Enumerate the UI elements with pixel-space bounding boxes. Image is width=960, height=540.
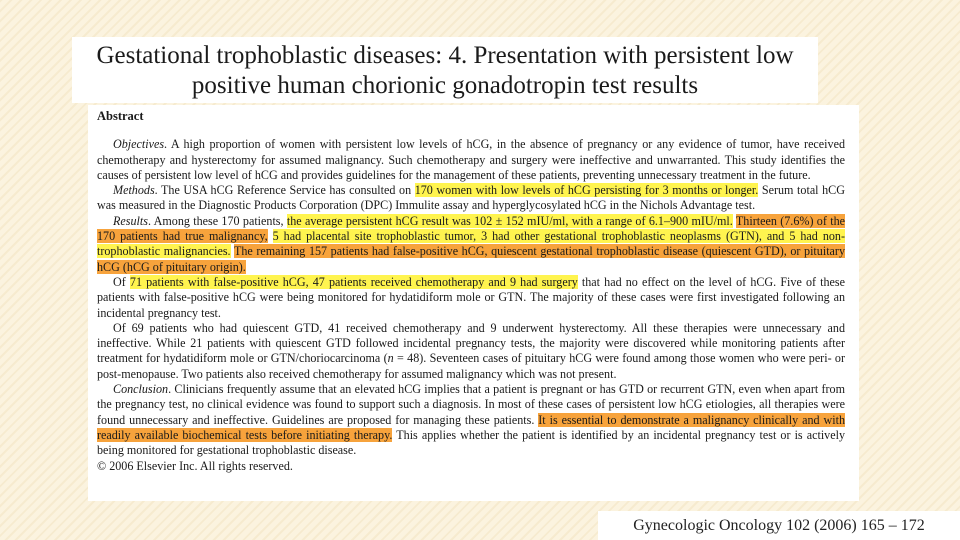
quiescent-text-pre: Of 69 patients who had quiescent GTD, 41 received chemotherapy and 9 underwent hysterectomy. All these therapies were unnecessary and ineffective. While 21 patients with quiescent GTD followed incidental pregnancy tests, the majority were discovered while monitoring patients after treatment for hydatidiform mole or GTN/choriocarcinoma ( — [97, 320, 845, 366]
quiescent-paragraph — [97, 321, 845, 382]
abstract-heading: Abstract — [97, 109, 144, 123]
results-highlight-breakdown: 5 had placental site trophoblastic tumor, 3 had other gestational trophoblastic neoplasms (GTN), and 5 had non-trophoblastic malignancies. — [97, 229, 845, 259]
results-highlight-false-positive: The remaining 157 patients had false-positive hCG, quiescent gestational trophoblastic disease (quiescent GTD), or pituitary hCG (hCG of pituitary origin). — [97, 244, 845, 274]
quiescent-n-symbol: n — [387, 351, 394, 366]
results-paragraph — [97, 214, 845, 275]
conclusion-text-pre: . Clinicians frequently assume that an elevated hCG implies that a patient is pregnant or has GTD or recurrent GTN, even when apart from the pregnancy test, no clinical evidence was found to support such a diagnosis. In most of these cases of persistent low hCG etiologies, all therapies were found unnecessary and ineffective. Guidelines are proposed for managing these patients. — [97, 382, 845, 427]
abstract-panel — [88, 105, 859, 501]
methods-text-pre: . The USA hCG Reference Service has consulted on — [154, 183, 415, 198]
methods-text-post: Serum total hCG was measured in the Diagnostic Products Corporation (DPC) Immulite assay and hyperglycosylated hCG in the Nichols Advantage test. — [97, 183, 845, 213]
methods-highlight: 170 women with low levels of hCG persisting for 3 months or longer. — [414, 183, 759, 198]
results-space-2 — [268, 229, 273, 243]
quiescent-text-post: = 48). Seventeen cases of pituitary hCG were found among those women who were peri- or post-menopause. Two patients also received chemotherapy for assumed malignancy which was not present. — [97, 351, 845, 381]
false-positive-paragraph — [97, 275, 845, 321]
results-text-pre: . Among these 170 patients, — [147, 213, 287, 228]
methods-paragraph — [97, 183, 845, 214]
title-line-2: positive human chorionic gonadotropin test results — [191, 72, 699, 99]
objectives-paragraph — [97, 137, 845, 183]
false-positive-text-pre: Of — [113, 274, 130, 289]
results-highlight-malignancy: Thirteen (7.6%) of the 170 patients had true malignancy, — [97, 213, 845, 244]
conclusion-label: Conclusion — [113, 382, 169, 397]
conclusion-highlight: It is essential to demonstrate a malignancy clinically and with readily available biochemical tests before initiating therapy. — [97, 412, 845, 442]
title-line-1: Gestational trophoblastic diseases: 4. Presentation with persistent low — [96, 42, 794, 69]
methods-label: Methods — [113, 183, 155, 198]
objectives-text: . A high proportion of women with persistent low levels of hCG, in the absence of pregnancy or any evidence of tumor, have received chemotherapy and hysterectomy for assumed malignancy. Such chemotherapy and surgery were ineffective and unwarranted. This study identifies the causes of persistent low level of hCG and provides guidelines for the management of these patients, preventing unnecessary treatment in the future. — [97, 137, 845, 182]
paper-title — [72, 37, 818, 103]
conclusion-text-post: This applies whether the patient is identified by an incidental pregnancy test or is actively being monitored for gestational trophoblastic disease. — [97, 427, 845, 458]
false-positive-text-post: that had no effect on the level of hCG. Five of these patients with false-positive hCG were being monitored for hydatidiform mole or GTN. The majority of these cases were first investigated following an incidental pregnancy test. — [97, 274, 845, 320]
results-highlight-average: the average persistent hCG result was 102 ± 152 mIU/ml, with a range of 6.1–900 mIU/ml. — [286, 213, 733, 228]
conclusion-paragraph — [97, 382, 845, 458]
journal-citation: Gynecologic Oncology 102 (2006) 165 – 172 — [598, 511, 960, 540]
false-positive-highlight: 71 patients with false-positive hCG, 47 patients received chemotherapy and 9 had surgery — [129, 274, 578, 289]
results-label: Results — [113, 213, 148, 228]
copyright-notice: © 2006 Elsevier Inc. All rights reserved. — [97, 458, 293, 473]
objectives-label: Objectives — [113, 137, 165, 152]
